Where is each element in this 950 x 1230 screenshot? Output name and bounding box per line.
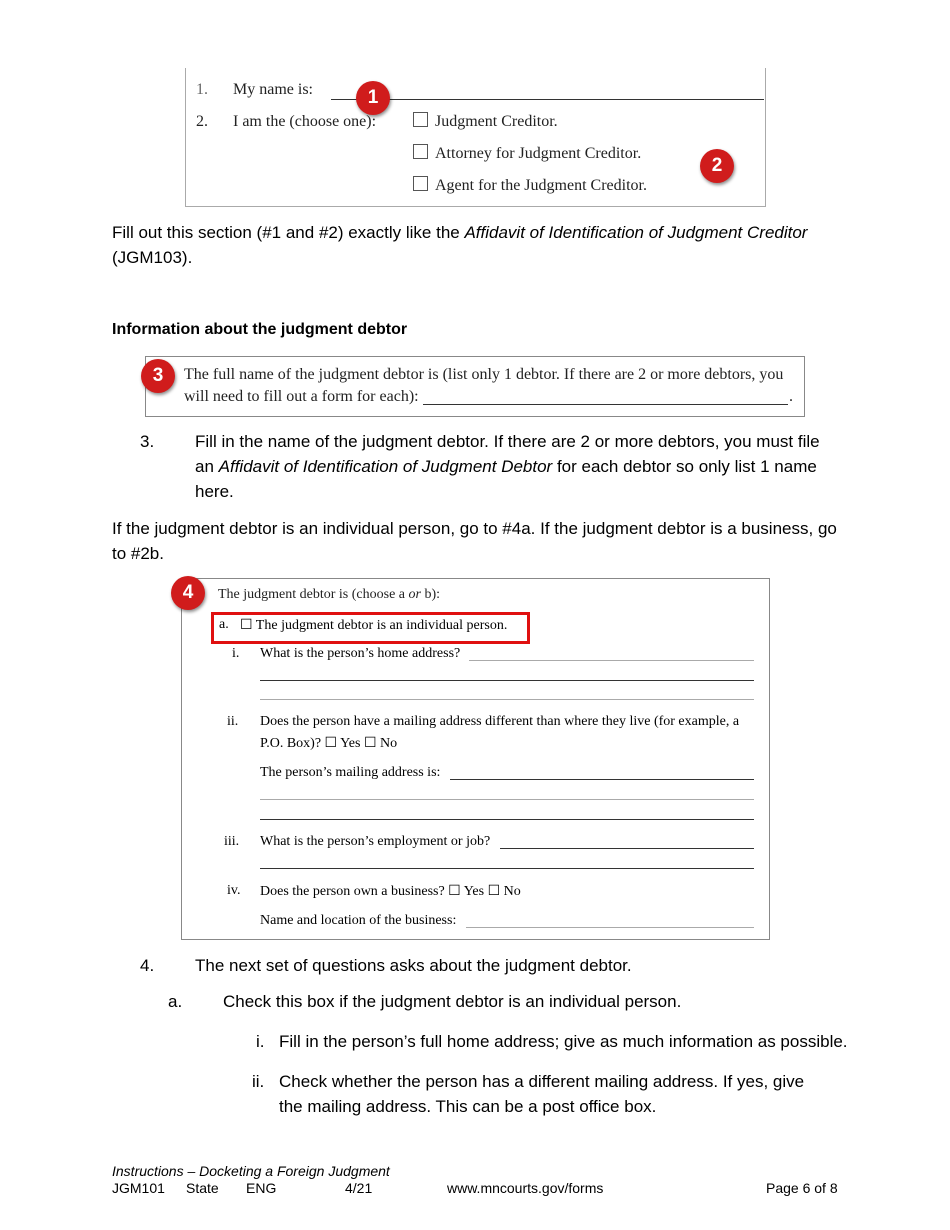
option-a-label: a. [219, 617, 229, 632]
item4a-ii-number: ii. [252, 1072, 265, 1091]
mailing-address-label: The person’s mailing address is: [260, 765, 441, 780]
blank-line [260, 819, 754, 820]
checkbox [413, 144, 428, 159]
item2-label: I am the (choose one): [233, 113, 377, 130]
footer-date: 4/21 [345, 1180, 373, 1196]
home-address-question: What is the person’s home address? [260, 646, 461, 661]
business-question: Does the person own a business? ☐ Yes ☐ No [260, 884, 521, 899]
checkbox [413, 112, 428, 127]
form-snippet-debtor-name: The full name of the judgment debtor is (list only 1 debtor. If there are 2 or more debtors, you will need to fill out a form for each): . [145, 356, 805, 417]
footer-state: State [186, 1180, 219, 1196]
blank-line [500, 848, 754, 849]
form-snippet-debtor-type [181, 578, 770, 940]
blank-line [260, 868, 754, 869]
badge-1: 1 [356, 81, 390, 115]
item1-label: My name is: [233, 81, 313, 98]
footer-title: Instructions – Docketing a Foreign Judgment [112, 1163, 390, 1179]
sub-i-number: i. [232, 646, 240, 661]
option-judgment-creditor: Judgment Creditor. [413, 112, 558, 131]
blank-line [466, 927, 754, 928]
item3-number: 3. [140, 432, 155, 451]
blank-line [260, 699, 754, 700]
item4a-text: Check this box if the judgment debtor is an individual person. [223, 992, 682, 1011]
blank-line [450, 779, 754, 780]
item4a-ii-text: Check whether the person has a different mailing address. If yes, give the mailing address. This can be a post office box. [279, 1072, 805, 1116]
debtor-name-line2: will need to fill out a form for each): [184, 388, 419, 405]
business-name-label: Name and location of the business: [260, 913, 457, 928]
option-attorney: Attorney for Judgment Creditor. [413, 144, 641, 163]
debtor-name-line1: The full name of the judgment debtor is (list only 1 debtor. If there are 2 or more debtors, you [184, 366, 784, 383]
item4-text: The next set of questions asks about the judgment debtor. [195, 956, 632, 975]
blank-line [260, 680, 754, 681]
footer-url: www.mncourts.gov/forms [447, 1180, 604, 1196]
footer-form-code: JGM101 [112, 1180, 165, 1196]
blank-line [469, 660, 754, 661]
item2-number: 2. [196, 113, 208, 130]
option-agent: Agent for the Judgment Creditor. [413, 176, 647, 195]
section-heading: Information about the judgment debtor [112, 321, 408, 338]
sub-iii-number: iii. [224, 834, 240, 849]
badge-3: 3 [141, 359, 175, 393]
debtor-name-blank [423, 404, 788, 405]
sub-ii-number: ii. [227, 714, 239, 729]
instruction-paragraph-1: Fill out this section (#1 and #2) exactly like the Affidavit of Identification of Judgment Creditor (JGM103). [112, 223, 808, 267]
badge-2: 2 [700, 149, 734, 183]
option-a-text: ☐ The judgment debtor is an individual person. [240, 618, 508, 633]
checkbox [413, 176, 428, 191]
blank-line [260, 799, 754, 800]
instruction-paragraph-2: If the judgment debtor is an individual person, go to #4a. If the judgment debtor is a business, go to #2b. [112, 519, 837, 563]
mailing-question-line1: Does the person have a mailing address different than where they live (for example, a [260, 714, 740, 729]
form4-title: The judgment debtor is (choose a or b): [218, 587, 441, 602]
form-snippet-name-role [185, 68, 766, 207]
item1-number: 1. [196, 81, 208, 98]
name-line [331, 99, 764, 100]
item4a-i-text: Fill in the person’s full home address; give as much information as possible. [279, 1032, 848, 1051]
mailing-question-line2: P.O. Box)? ☐ Yes ☐ No [260, 736, 398, 751]
employment-question: What is the person’s employment or job? [260, 834, 491, 849]
badge-4: 4 [171, 576, 205, 610]
footer-page-number: Page 6 of 8 [766, 1180, 838, 1196]
item4a-number: a. [168, 992, 183, 1011]
item4-number: 4. [140, 956, 155, 975]
sub-iv-number: iv. [227, 883, 241, 898]
item3-text: Fill in the name of the judgment debtor. If there are 2 or more debtors, you must file an Affidavit of Identification of Judgment Debtor for each debtor so only list 1 name here. [195, 432, 820, 501]
footer-language: ENG [246, 1180, 277, 1196]
item4a-i-number: i. [256, 1032, 265, 1051]
